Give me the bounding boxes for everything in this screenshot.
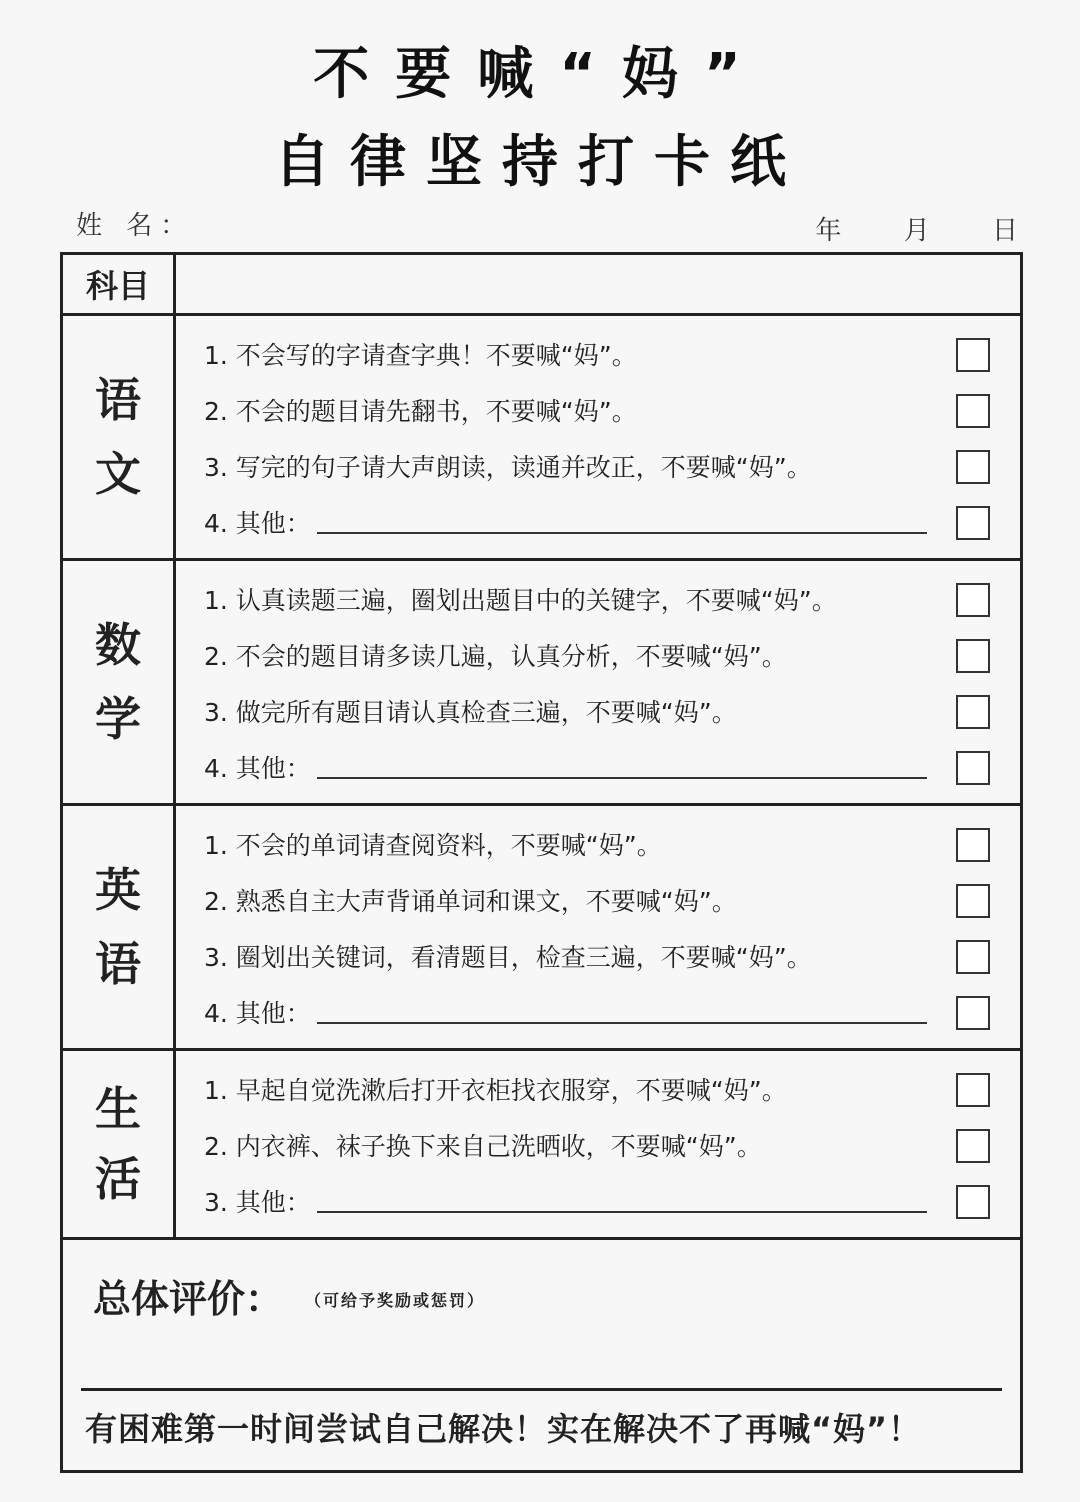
subject-char: 语 [95, 937, 141, 991]
item-text: 2. 内衣裤、袜子换下来自己洗晒收，不要喊“妈”。 [204, 1132, 762, 1161]
item-text: 3. 写完的句子请大声朗读，读通并改正，不要喊“妈”。 [204, 453, 812, 482]
checklist-item [176, 683, 1020, 739]
subject-name [62, 315, 175, 560]
item-text: 3. 圈划出关键词，看清题目，检查三遍，不要喊“妈”。 [204, 943, 812, 972]
name-label: 姓 名： [76, 211, 195, 241]
item-text: 4. 其他： [204, 509, 311, 538]
checklist-item [176, 816, 1020, 872]
fill-in-blank-line[interactable] [317, 1000, 927, 1024]
checklist-item [176, 872, 1020, 928]
checkbox[interactable] [956, 1073, 990, 1107]
checklist-item [176, 1061, 1020, 1117]
subject-char: 数 [95, 618, 141, 672]
item-text: 2. 不会的题目请多读几遍，认真分析，不要喊“妈”。 [204, 642, 787, 671]
checklist-item [176, 494, 1020, 550]
checklist-item [176, 438, 1020, 494]
summary-divider [81, 1388, 1002, 1391]
item-text: 2. 熟悉自主大声背诵单词和课文，不要喊“妈”。 [204, 887, 737, 916]
date-line [761, 210, 1018, 247]
subject-char: 生 [95, 1082, 141, 1136]
checkbox[interactable] [956, 751, 990, 785]
checklist-item [176, 984, 1020, 1040]
subject-char: 文 [95, 447, 141, 501]
checkbox[interactable] [956, 940, 990, 974]
checkbox[interactable] [956, 394, 990, 428]
summary-cell [62, 1239, 1022, 1472]
subject-char: 活 [95, 1152, 141, 1206]
checkbox[interactable] [956, 583, 990, 617]
item-text: 2. 不会的题目请先翻书，不要喊“妈”。 [204, 397, 637, 426]
subject-items [175, 805, 1022, 1050]
date-month-label: 月 [903, 216, 930, 246]
item-text: 3. 其他： [204, 1188, 311, 1217]
checkbox[interactable] [956, 639, 990, 673]
fill-in-blank-line[interactable] [317, 755, 927, 779]
checklist-item [176, 739, 1020, 795]
subject-name [62, 1050, 175, 1239]
checklist-item [176, 627, 1020, 683]
date-day-label: 日 [991, 216, 1018, 246]
checkbox[interactable] [956, 695, 990, 729]
subject-items [175, 315, 1022, 560]
summary-note: （可给予奖励或惩罚） [305, 1291, 486, 1310]
page-title-line1: 不要喊“妈” [313, 42, 767, 107]
item-text: 1. 早起自觉洗漱后打开衣柜找衣服穿，不要喊“妈”。 [204, 1076, 787, 1105]
checkbox[interactable] [956, 884, 990, 918]
checklist-item [176, 382, 1020, 438]
subject-header-blank [175, 254, 1022, 315]
checklist-item [176, 1117, 1020, 1173]
item-text: 4. 其他： [204, 999, 311, 1028]
checklist-item [176, 928, 1020, 984]
subject-items [175, 560, 1022, 805]
item-text: 1. 认真读题三遍，圈划出题目中的关键字，不要喊“妈”。 [204, 586, 837, 615]
checkbox[interactable] [956, 996, 990, 1030]
item-text: 3. 做完所有题目请认真检查三遍，不要喊“妈”。 [204, 698, 737, 727]
subject-char: 英 [95, 863, 141, 917]
subject-char: 学 [95, 692, 141, 746]
page-title-line2: 自律坚持打卡纸 [274, 130, 806, 195]
checkbox[interactable] [956, 1185, 990, 1219]
checkbox[interactable] [956, 450, 990, 484]
subject-char: 语 [95, 373, 141, 427]
subject-header: 科目 [62, 254, 175, 315]
subject-name [62, 805, 175, 1050]
subject-name [62, 560, 175, 805]
date-year-label: 年 [815, 216, 842, 246]
item-text: 1. 不会的单词请查阅资料，不要喊“妈”。 [204, 831, 662, 860]
fill-in-blank-line[interactable] [317, 510, 927, 534]
summary-title: 总体评价： [93, 1277, 284, 1321]
fill-in-blank-line[interactable] [317, 1189, 927, 1213]
checkbox[interactable] [956, 338, 990, 372]
checkbox[interactable] [956, 828, 990, 862]
checklist-item [176, 571, 1020, 627]
checkin-table [60, 252, 1023, 1473]
checkbox[interactable] [956, 1129, 990, 1163]
checkbox[interactable] [956, 506, 990, 540]
item-text: 1. 不会写的字请查字典！不要喊“妈”。 [204, 341, 637, 370]
subject-items [175, 1050, 1022, 1239]
item-text: 4. 其他： [204, 754, 311, 783]
checklist-item [176, 1173, 1020, 1229]
checklist-item [176, 326, 1020, 382]
slogan: 有困难第一时间尝试自己解决！实在解决不了再喊“妈”！ [85, 1410, 922, 1448]
